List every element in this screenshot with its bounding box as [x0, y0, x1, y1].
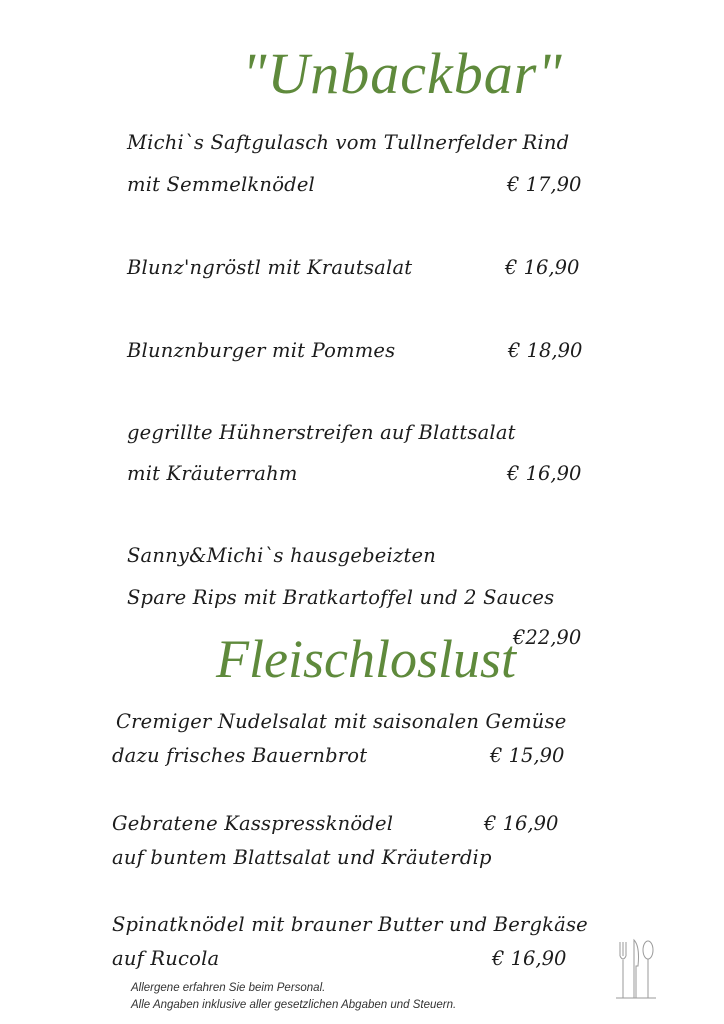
- menu-item-price: € 16,90: [507, 462, 582, 485]
- menu-item-line: dazu frisches Bauernbrot: [112, 744, 368, 767]
- menu-item-line: auf Rucola: [112, 947, 220, 970]
- menu-item-line: Blunznburger mit Pommes: [127, 339, 396, 362]
- menu-item-price: € 16,90: [492, 947, 567, 970]
- menu-item-price: € 16,90: [484, 812, 559, 835]
- section-title-fleischloslust: Fleischloslust: [216, 629, 516, 689]
- menu-item-line: gegrillte Hühnerstreifen auf Blattsalat: [127, 421, 516, 444]
- tax-note: Alle Angaben inklusive aller gesetzlichen Abgaben und Steuern.: [131, 999, 457, 1011]
- section-title-unbackbar: "Unbackbar": [242, 41, 563, 106]
- menu-item-line: Sanny&Michi`s hausgebeizten: [127, 544, 436, 567]
- menu-item-line: Spinatknödel mit brauner Butter und Bergkäse: [112, 913, 588, 936]
- menu-item-line: Blunz'ngröstl mit Krautsalat: [127, 256, 413, 279]
- menu-item-line: mit Kräuterrahm: [127, 462, 298, 485]
- menu-item-line: Spare Rips mit Bratkartoffel und 2 Sauces: [127, 586, 555, 609]
- menu-item-price: € 16,90: [505, 256, 580, 279]
- allergen-note: Allergene erfahren Sie beim Personal.: [131, 982, 326, 994]
- menu-item-line: mit Semmelknödel: [127, 173, 315, 196]
- menu-item-price: €22,90: [513, 626, 582, 649]
- menu-item-price: € 17,90: [507, 173, 582, 196]
- menu-item-line: auf buntem Blattsalat und Kräuterdip: [112, 846, 492, 869]
- menu-item-price: € 15,90: [490, 744, 565, 767]
- cutlery-icon: [612, 936, 658, 1000]
- menu-item-line: Michi`s Saftgulasch vom Tullnerfelder Rind: [127, 131, 570, 154]
- menu-item-price: € 18,90: [508, 339, 583, 362]
- menu-item-line: Cremiger Nudelsalat mit saisonalen Gemüse: [116, 710, 567, 733]
- menu-item-line: Gebratene Kasspressknödel: [112, 812, 394, 835]
